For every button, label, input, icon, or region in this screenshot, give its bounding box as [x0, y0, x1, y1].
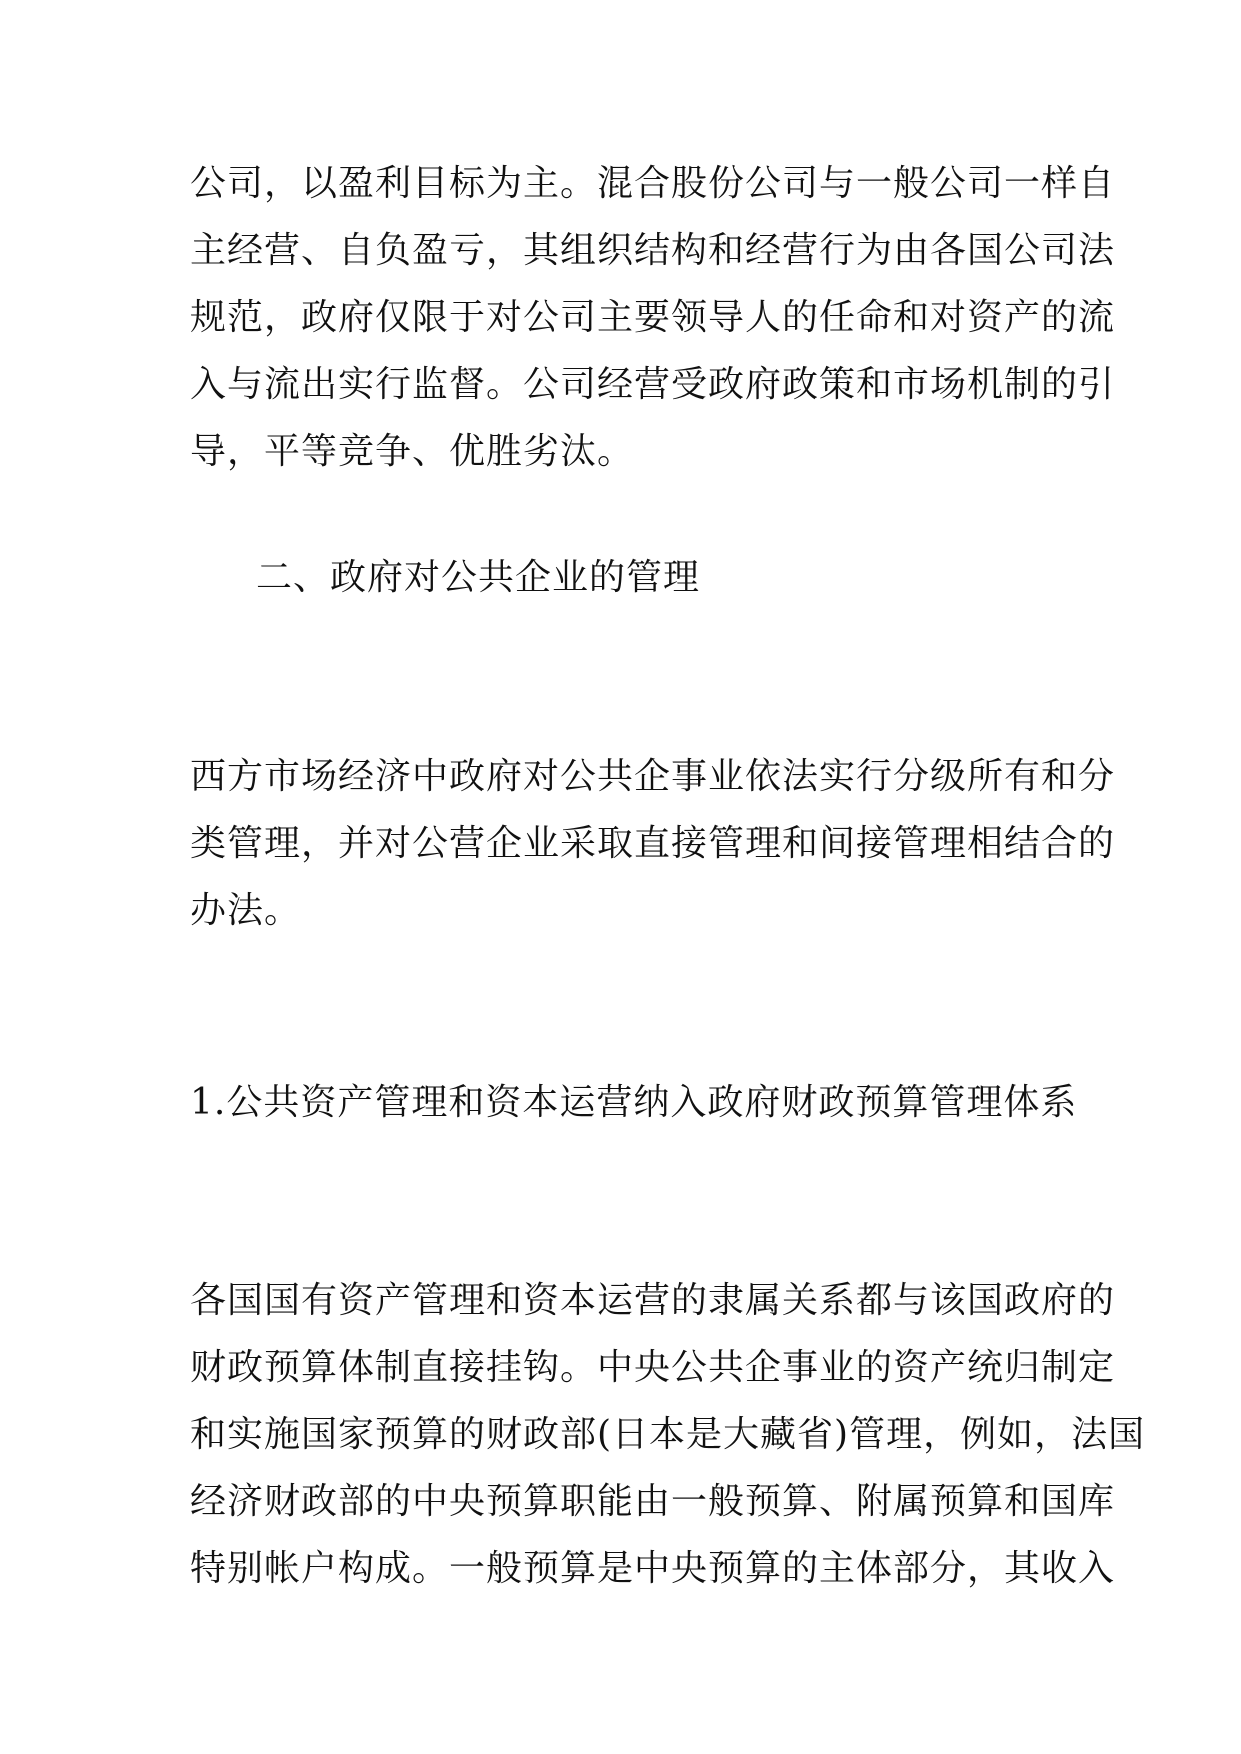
section-heading: 二、政府对公共企业的管理	[256, 557, 701, 598]
paragraph-1-line-3: 规范，政府仅限于对公司主要领导人的任命和对资产的流	[190, 297, 1116, 338]
paragraph-3-line-2: 财政预算体制直接挂钩。中央公共企事业的资产统归制定	[190, 1347, 1116, 1388]
paragraph-1-line-1: 公司，以盈利目标为主。混合股份公司与一般公司一样自	[190, 163, 1116, 204]
paragraph-1-line-4: 入与流出实行监督。公司经营受政府政策和市场机制的引	[190, 364, 1116, 405]
paragraph-2-line-3: 办法。	[190, 890, 302, 931]
subheading: 1.公共资产管理和资本运营纳入政府财政预算管理体系	[190, 1082, 1078, 1123]
paragraph-3-line-3: 和实施国家预算的财政部(日本是大藏省)管理，例如，法国	[190, 1414, 1146, 1455]
paragraph-3-line-4: 经济财政部的中央预算职能由一般预算、附属预算和国库	[190, 1481, 1116, 1522]
paragraph-1-line-5: 导，平等竞争、优胜劣汰。	[190, 431, 635, 472]
paragraph-3-line-1: 各国国有资产管理和资本运营的隶属关系都与该国政府的	[190, 1280, 1116, 1321]
paragraph-2-line-2: 类管理，并对公营企业采取直接管理和间接管理相结合的	[190, 823, 1116, 864]
paragraph-2-line-1: 西方市场经济中政府对公共企事业依法实行分级所有和分	[190, 756, 1116, 797]
paragraph-1-line-2: 主经营、自负盈亏，其组织结构和经营行为由各国公司法	[190, 230, 1116, 271]
paragraph-3-line-5: 特别帐户构成。一般预算是中央预算的主体部分，其收入	[190, 1548, 1116, 1589]
